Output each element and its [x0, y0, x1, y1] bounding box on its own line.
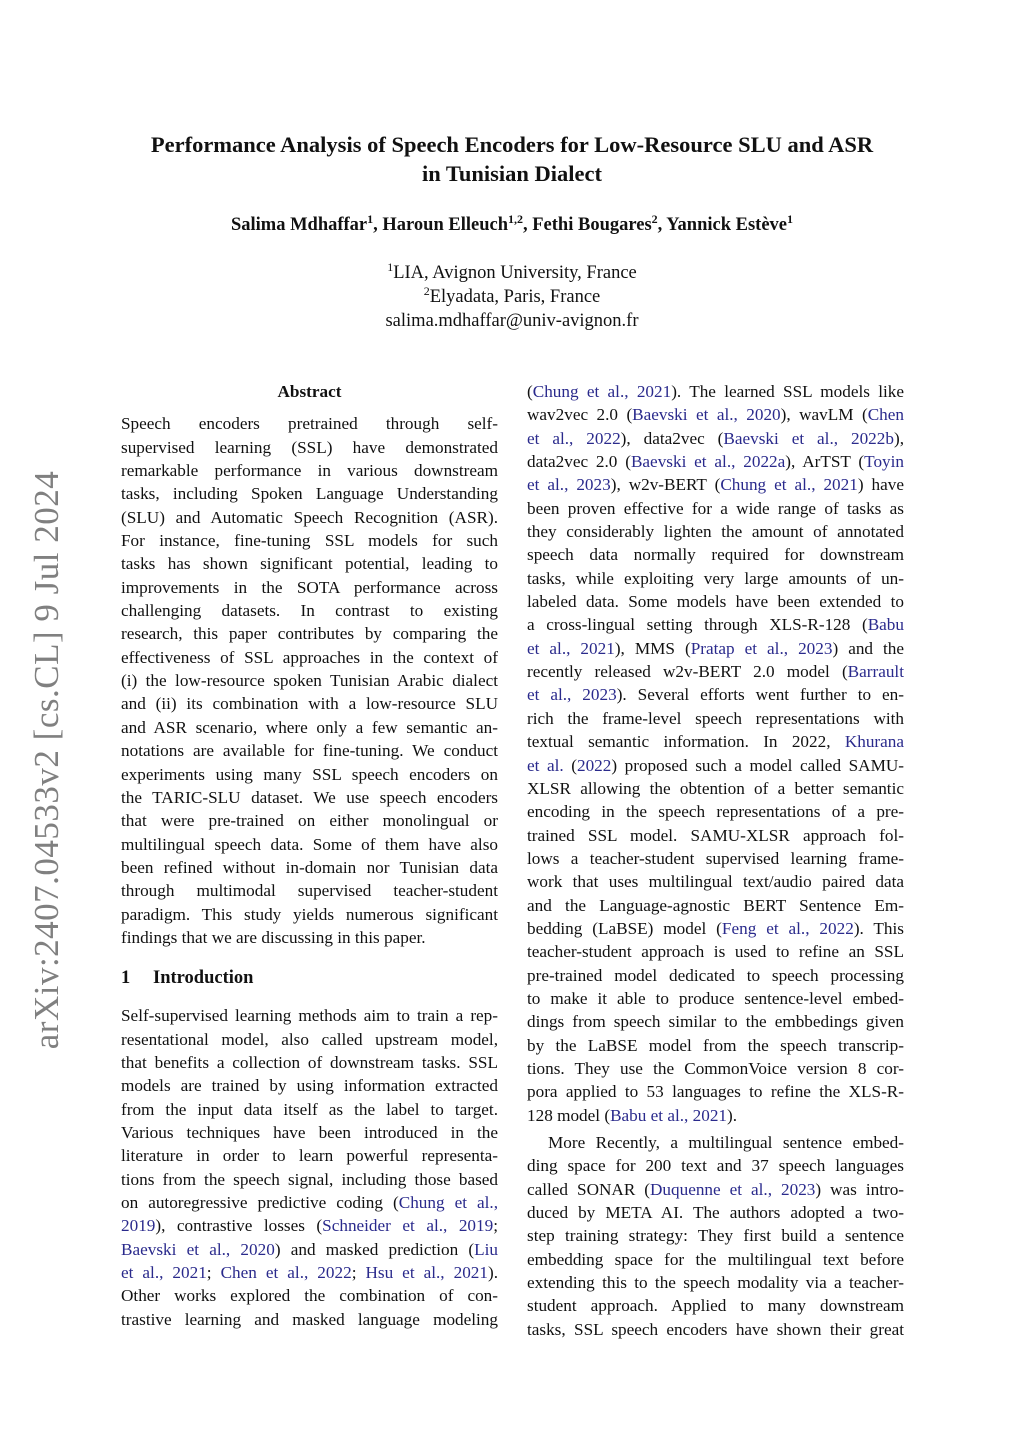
text-line: been refined without in-domain nor Tunisian data — [121, 857, 498, 877]
section-heading-introduction — [121, 967, 498, 990]
text-line: trained SSL model. SAMU-XLSR approach fol- — [527, 825, 904, 845]
citation-link[interactable]: Feng et al., 2022 — [721, 918, 854, 938]
abstract-text — [121, 412, 498, 949]
text-line: research, this paper contributes by comparing the — [121, 624, 498, 644]
text-line: bedding (LaBSE) model (Feng et al., 2022). This — [527, 918, 904, 938]
text-line: tions. They use the CommonVoice version 8 cor- — [527, 1058, 904, 1078]
author-name: Haroun Elleuch — [382, 215, 508, 235]
text-line: pora applied to 53 languages to refine the XLS-R- — [527, 1082, 904, 1102]
introduction-paragraph-continued — [527, 380, 904, 1127]
author-name: Fethi Bougares — [532, 215, 652, 235]
text-line: (Chung et al., 2021). The learned SSL models like — [527, 382, 905, 401]
text-line: models are trained by using information extracted — [121, 1076, 498, 1096]
text-line: and (ii) its combination with a low-resource SLU — [121, 694, 498, 714]
text-line: and ASR scenario, where only a few semantic an- — [121, 717, 498, 737]
citation-link[interactable]: Chung et al., 2021 — [532, 382, 672, 401]
author-name: Yannick Estève — [666, 215, 788, 235]
affiliation-text: LIA, Avignon University, France — [393, 263, 637, 283]
citation-link[interactable]: Baevski et al., 2020 — [121, 1239, 275, 1259]
introduction-paragraph — [121, 1004, 498, 1331]
introduction-paragraph-sonar — [527, 1131, 904, 1341]
citation-link[interactable]: et al., 2021 — [121, 1263, 207, 1283]
text-line: from the input data itself as the label to target. — [121, 1099, 498, 1119]
text-line: 2019), contrastive losses (Schneider et al., 2019; — [121, 1216, 498, 1236]
citation-link[interactable]: Khurana — [844, 732, 904, 752]
text-line: to make it able to produce sentence-level embed- — [527, 988, 904, 1008]
title-line-1: Performance Analysis of Speech Encoders for Low-Resource SLU and ASR — [150, 132, 874, 157]
affiliation-line — [100, 285, 924, 309]
text-line: tasks has shown significant potential, leading to — [121, 554, 498, 574]
text-line: through multimodal supervised teacher-student — [121, 881, 498, 901]
text-line: the TARIC-SLU dataset. We use speech encoders — [121, 787, 498, 807]
affiliation-line — [100, 261, 924, 285]
author-affiliation-mark: 1 — [787, 211, 794, 226]
text-line: remarkable performance in various downstream — [121, 461, 498, 481]
text-line: and the Language-agnostic BERT Sentence Em- — [527, 895, 904, 915]
text-line: paradigm. This study yields numerous significant — [121, 904, 498, 924]
left-column — [121, 380, 498, 1331]
text-line: Speech encoders pretrained through self- — [121, 414, 498, 434]
affiliation-mark: 2 — [423, 283, 430, 298]
citation-link[interactable]: Liu — [474, 1239, 499, 1259]
text-line: that benefits a collection of downstream tasks. SSL — [121, 1052, 498, 1072]
text-line: For instance, fine-tuning SSL models for such — [121, 531, 498, 551]
text-line: notations are available for fine-tuning. We conduct — [121, 741, 498, 761]
citation-link[interactable]: Babu et al., 2021 — [610, 1105, 728, 1125]
text-line: trastive learning and masked language modeling — [121, 1309, 498, 1329]
citation-link[interactable]: Chen — [867, 405, 904, 425]
text-line: student approach. Applied to many downstream — [527, 1296, 904, 1316]
text-line: embedding space for the multilingual text before — [527, 1249, 904, 1269]
text-line: effectiveness of SSL approaches in the context of — [121, 647, 498, 667]
text-line: challenging datasets. In contrast to existing — [121, 601, 498, 621]
contact-email — [100, 309, 924, 333]
citation-link[interactable]: Chen et al., 2022 — [220, 1263, 352, 1283]
text-line: a cross-lingual setting through XLS-R-128 (Babu — [527, 615, 904, 635]
text-line: they considerably lighten the amount of annotated — [527, 522, 904, 542]
text-line: experiments using many SSL speech encoders on — [121, 764, 498, 784]
text-line: labeled data. Some models have been extended to — [527, 592, 904, 612]
text-line: extending this to the speech modality via a teacher- — [527, 1273, 904, 1293]
citation-link[interactable]: Schneider et al., 2019 — [322, 1216, 494, 1236]
citation-link[interactable]: Pratap et al., 2023 — [690, 638, 833, 658]
text-line: work that uses multilingual text/audio paired data — [527, 872, 904, 892]
section-title: Introduction — [153, 968, 254, 989]
text-line: XLSR allowing the obtention of a better semantic — [527, 778, 904, 798]
text-line: speech data normally required for downstream — [527, 545, 904, 565]
text-line: Other works explored the combination of con- — [121, 1286, 498, 1306]
section-number: 1 — [121, 968, 131, 989]
citation-link[interactable]: et al., 2023 — [527, 475, 611, 495]
email-text: salima.mdhaffar@univ-avignon.fr — [385, 311, 639, 331]
citation-link[interactable]: Chung et al., 2021 — [720, 475, 858, 495]
text-line: literature in order to learn powerful representa- — [121, 1146, 498, 1166]
abstract-heading: Abstract — [277, 382, 342, 401]
citation-link[interactable]: 2022 — [576, 755, 612, 775]
citation-link[interactable]: Toyin — [864, 452, 905, 472]
affiliation-block — [100, 261, 924, 333]
author-affiliation-mark: 1 — [367, 211, 374, 226]
author-list: Salima Mdhaffar$^1$, Haroun Elleuch$^{1,2}$, Fethi Bougares$^2$, Yannick Estève$^1$ — [230, 211, 794, 235]
citation-link[interactable]: et al. — [527, 755, 564, 775]
text-line: Baevski et al., 2020) and masked prediction (Liu — [121, 1239, 499, 1259]
citation-link[interactable]: Baevski et al., 2022a — [630, 452, 786, 472]
text-line: et al. (2022) proposed such a model called SAMU- — [527, 755, 904, 775]
text-line: step training strategy: They first build a sentence — [527, 1226, 904, 1246]
author-name: Salima Mdhaffar — [230, 215, 368, 235]
text-line: tions from the speech signal, including those based — [121, 1169, 498, 1189]
citation-link[interactable]: Barrault — [847, 662, 904, 682]
citation-link[interactable]: et al., 2023 — [527, 685, 617, 705]
text-line: 128 model (Babu et al., 2021). — [527, 1105, 738, 1125]
text-line: (i) the low-resource spoken Tunisian Arabic dialect — [121, 671, 498, 691]
text-line: Various techniques have been introduced in the — [121, 1122, 498, 1142]
text-line: textual semantic information. In 2022, Khurana — [527, 732, 904, 752]
title-line-2: in Tunisian Dialect — [421, 161, 603, 186]
text-line: improvements in the SOTA performance across — [121, 577, 498, 597]
citation-link[interactable]: Baevski et al., 2022b — [723, 428, 894, 448]
text-line: et al., 2023). Several efforts went further to en- — [527, 685, 904, 705]
citation-link[interactable]: 2019 — [121, 1216, 156, 1236]
text-line: et al., 2023), w2v-BERT (Chung et al., 2021) have — [527, 475, 904, 495]
citation-link[interactable]: Baevski et al., 2020 — [632, 405, 781, 425]
paper-title — [100, 130, 924, 188]
text-line: ding space for 200 text and 37 speech languages — [527, 1156, 904, 1176]
text-line: tasks, including Spoken Language Understanding — [121, 484, 498, 504]
text-line: rich the frame-level speech representations with — [527, 708, 904, 728]
text-line: that were pre-trained on either monolingual or — [121, 811, 498, 831]
text-line: been proven effective for a wide range of tasks as — [527, 498, 904, 518]
citation-link[interactable]: Hsu et al., 2021 — [365, 1263, 488, 1283]
text-line: dings from speech similar to the embbedings given — [527, 1012, 904, 1032]
citation-link[interactable]: Babu — [867, 615, 904, 635]
affiliation-text: Elyadata, Paris, France — [429, 287, 601, 307]
text-line: et al., 2022), data2vec (Baevski et al., 2022b), — [527, 428, 904, 448]
citation-link[interactable]: et al., 2021 — [527, 638, 615, 658]
text-line: supervised learning (SSL) have demonstrated — [121, 437, 498, 457]
text-line: on autoregressive predictive coding (Chung et al., — [121, 1193, 499, 1212]
right-column — [527, 380, 904, 1341]
text-line: wav2vec 2.0 (Baevski et al., 2020), wavLM (Chen — [527, 405, 904, 425]
text-line: duced by META AI. The authors adopted a two- — [527, 1203, 904, 1223]
text-line: findings that we are discussing in this paper. — [121, 927, 426, 947]
affiliation-mark: 1 — [387, 259, 394, 274]
text-line: tasks, SSL speech encoders have shown their great — [527, 1319, 904, 1339]
citation-link[interactable]: et al., 2022 — [527, 428, 621, 448]
text-line: tasks, while exploiting very large amounts of un- — [527, 568, 904, 588]
citation-link[interactable]: Duquenne et al., 2023 — [650, 1179, 816, 1199]
author-affiliation-mark: 1,2 — [508, 211, 523, 226]
text-line: encoding in the speech representations of a pre- — [527, 802, 904, 822]
text-line: et al., 2021), MMS (Pratap et al., 2023) and the — [527, 638, 905, 658]
text-line: Self-supervised learning methods aim to train a rep- — [121, 1006, 498, 1026]
text-line: pre-trained model dedicated to speech processing — [527, 965, 904, 985]
text-line: data2vec 2.0 (Baevski et al., 2022a), ArTST (Toyin — [527, 452, 905, 472]
citation-link[interactable]: Chung et al., — [398, 1193, 499, 1212]
text-line: More Recently, a multilingual sentence embed- — [548, 1133, 904, 1152]
text-line: (SLU) and Automatic Speech Recognition (ASR). — [121, 507, 498, 527]
text-line: et al., 2021; Chen et al., 2022; Hsu et al., 2021). — [121, 1263, 499, 1283]
text-line: lows a teacher-student supervised learning frame- — [527, 848, 904, 868]
text-line: called SONAR (Duquenne et al., 2023) was intro- — [527, 1179, 905, 1199]
text-line: recently released w2v-BERT 2.0 model (Barrault — [527, 662, 904, 682]
text-line: teacher-student approach is used to refine an SSL — [527, 942, 904, 962]
arxiv-id: arXiv:2407.04533v2 [cs.CL] 9 Jul 2024 — [27, 470, 67, 1050]
text-line: multilingual speech data. Some of them have also — [121, 834, 498, 854]
text-line: resentational model, also called upstream model, — [121, 1029, 498, 1049]
arxiv-identifier-stamp — [27, 470, 67, 1050]
text-line: by the LaBSE model from the speech transcrip- — [527, 1035, 904, 1055]
author-affiliation-mark: 2 — [651, 211, 658, 226]
